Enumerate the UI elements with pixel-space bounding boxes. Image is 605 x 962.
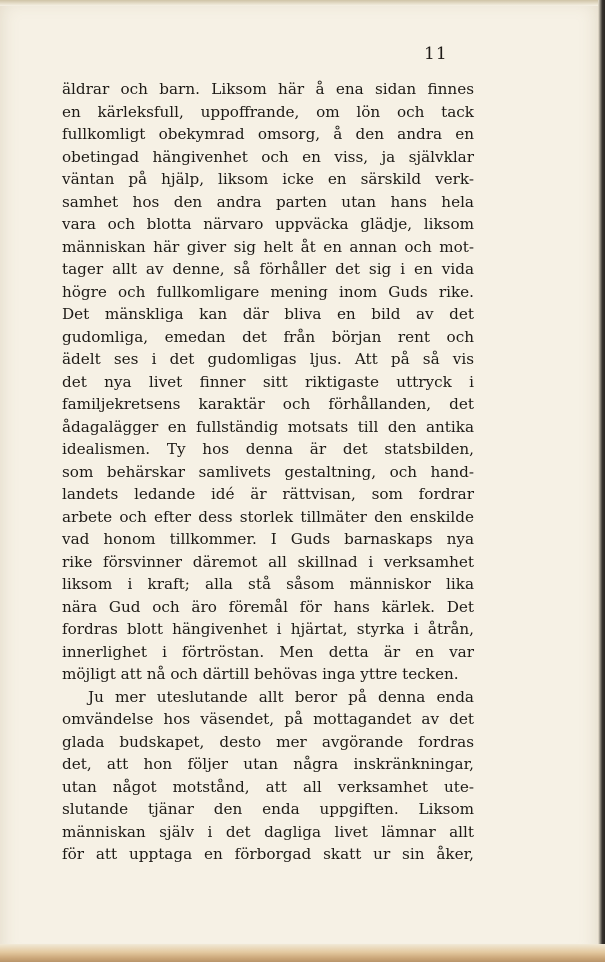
text-line: glada budskapet, desto mer avgörande fordras [62, 732, 474, 751]
text-line: vad honom tillkommer. I Guds barnaskaps nya [62, 530, 474, 548]
text-line: ädelt ses i det gudomligas ljus. Att på så vis [62, 350, 474, 368]
text-line: som behärskar samlivets gestaltning, och hand- [62, 462, 474, 481]
page-number: 11 [424, 44, 448, 64]
text-line: arbete och efter dess storlek tillmäter den enskilde [62, 507, 474, 526]
text-line: Ju mer uteslutande allt beror på denna enda [88, 687, 474, 706]
text-line: fordras blott hängivenhet i hjärtat, styrka i åtrån, [62, 620, 474, 638]
text-line: väntan på hjälp, liksom icke en särskild verk- [62, 170, 474, 188]
text-line: gudomliga, emedan det från början rent och [62, 327, 474, 346]
body-text [62, 78, 474, 866]
text-line: omvändelse hos väsendet, på mottagandet av det [62, 710, 474, 728]
text-line: Det mänskliga kan där bliva en bild av det [62, 305, 474, 323]
text-line: människan här giver sig helt åt en annan och mot- [62, 237, 474, 256]
text-line: samhet hos den andra parten utan hans hela [62, 192, 474, 211]
page-top-edge [0, 0, 598, 6]
text-line: högre och fullkomligare mening inom Guds rike. [62, 282, 474, 301]
text-line: landets ledande idé är rättvisan, som fordrar [62, 485, 474, 503]
book-spine-edge [598, 0, 605, 962]
text-line: ådagalägger en fullständig motsats till den antika [62, 417, 474, 436]
text-line: tager allt av denne, så förhåller det sig i en vida [62, 260, 474, 278]
page-bottom-edge [0, 944, 605, 962]
text-line: nära Gud och äro föremål för hans kärlek. Det [62, 597, 474, 616]
text-line: för att upptaga en förborgad skatt ur sin åker, [62, 845, 474, 863]
text-line: obetingad hängivenhet och en viss, ja självklar [62, 147, 474, 166]
text-line: innerlighet i förtröstan. Men detta är en var [62, 642, 474, 661]
text-line: det nya livet finner sitt riktigaste uttryck i [62, 372, 474, 391]
text-line: utan något motstånd, att all verksamhet ute- [62, 777, 474, 796]
text-line: fullkomligt obekymrad omsorg, å den andra en [62, 125, 474, 143]
text-line: möjligt att nå och därtill behövas inga yttre tecken. [62, 665, 459, 683]
text-line: det, att hon följer utan några inskränkningar, [62, 755, 474, 773]
text-line: liksom i kraft; alla stå såsom människor lika [62, 575, 474, 593]
text-line: äldrar och barn. Liksom här å ena sidan finnes [62, 80, 474, 98]
text-line: idealismen. Ty hos denna är det statsbilden, [62, 440, 474, 458]
text-line: vara och blotta närvaro uppväcka glädje, liksom [62, 215, 474, 233]
text-line: slutande tjänar den enda uppgiften. Liksom [62, 800, 474, 818]
text-line: en kärleksfull, uppoffrande, om lön och tack [62, 102, 474, 121]
text-line: människan själv i det dagliga livet lämnar allt [62, 822, 474, 841]
text-line: familjekretsens karaktär och förhållanden, det [62, 395, 474, 413]
text-line: rike försvinner däremot all skillnad i verksamhet [62, 552, 474, 571]
